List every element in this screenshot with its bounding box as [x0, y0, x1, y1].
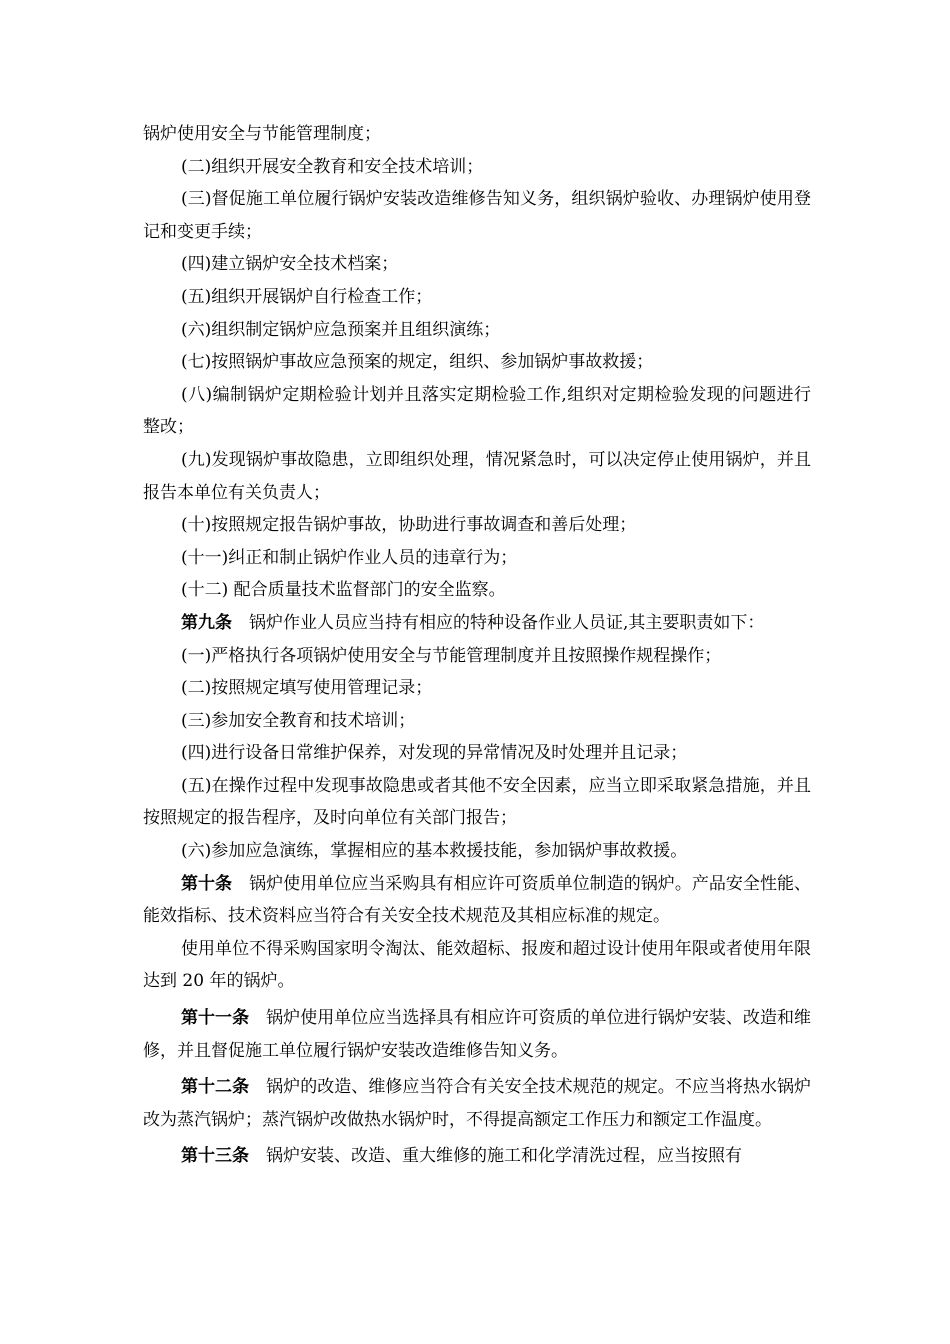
article-11-text: 锅炉使用单位应当选择具有相应许可资质的单位进行锅炉安装、改造和维修，并且督促施工单位履行锅炉安装改造维修告知义务。 — [143, 1008, 812, 1061]
list-item: (六)参加应急演练，掌握相应的基本救援技能，参加锅炉事故救援。 — [181, 841, 688, 862]
article-12-text: 锅炉的改造、维修应当符合有关安全技术规范的规定。不应当将热水锅炉改为蒸汽锅炉；蒸汽锅炉改做热水锅炉时，不得提高额定工作压力和额定工作温度。 — [143, 1077, 812, 1130]
article-12 — [143, 1071, 811, 1136]
article-10-title: 第十条 — [181, 873, 233, 894]
list-item: (十二) 配合质量技术监督部门的安全监察。 — [181, 580, 506, 601]
document-body — [143, 118, 811, 1173]
article-13 — [143, 1140, 811, 1173]
list-item: (五)组织开展锅炉自行检查工作； — [181, 286, 433, 307]
list-item: (七)按照锅炉事故应急预案的规定，组织、参加锅炉事故救援； — [181, 352, 654, 373]
article-10-paragraph-2: 使用单位不得采购国家明令淘汰、能效超标、报废和超过设计使用年限或者使用年限达到 20 年的锅炉。 — [143, 938, 811, 992]
article-9 — [143, 607, 811, 640]
list-item: (四)进行设备日常维护保养，对发现的异常情况及时处理并且记录； — [181, 743, 688, 764]
article-9-text: 锅炉作业人员应当持有相应的特种设备作业人员证,其主要职责如下： — [249, 612, 765, 633]
list-item: (六)组织制定锅炉应急预案并且组织演练； — [181, 319, 501, 340]
list-item: (十一)纠正和制止锅炉作业人员的违章行为； — [181, 547, 518, 568]
list-item: (三)参加安全教育和技术培训； — [181, 710, 416, 731]
list-item: (四)建立锅炉安全技术档案； — [181, 254, 399, 275]
article-13-text: 锅炉安装、改造、重大维修的施工和化学清洗过程，应当按照有 — [266, 1146, 742, 1167]
article-13-title: 第十三条 — [181, 1146, 249, 1167]
list-item: (八)编制锅炉定期检验计划并且落实定期检验工作,组织对定期检验发现的问题进行整改； — [143, 384, 811, 438]
article-11-title: 第十一条 — [181, 1008, 250, 1029]
list-item: (二)按照规定填写使用管理记录； — [181, 678, 433, 699]
list-item: (一)严格执行各项锅炉使用安全与节能管理制度并且按照操作规程操作； — [181, 645, 722, 666]
list-item: (九)发现锅炉事故隐患，立即组织处理，情况紧急时，可以决定停止使用锅炉，并且报告本单位有关负责人； — [143, 449, 811, 503]
list-item: (二)组织开展安全教育和安全技术培训； — [181, 156, 484, 177]
list-item: (五)在操作过程中发现事故隐患或者其他不安全因素，应当立即采取紧急措施，并且按照规定的报告程序，及时向单位有关部门报告； — [143, 775, 811, 829]
article-12-title: 第十二条 — [181, 1077, 250, 1098]
article-9-title: 第九条 — [181, 612, 232, 633]
list-item: (十)按照规定报告锅炉事故，协助进行事故调查和善后处理； — [181, 515, 637, 536]
article-11 — [143, 1002, 811, 1067]
text-line: 锅炉使用安全与节能管理制度； — [143, 124, 381, 144]
article-10 — [143, 868, 811, 933]
list-item: (三)督促施工单位履行锅炉安装改造维修告知义务，组织锅炉验收、办理锅炉使用登记和变更手续； — [143, 189, 811, 242]
article-10-text: 锅炉使用单位应当采购具有相应许可资质单位制造的锅炉。产品安全性能、能效指标、技术资料应当符合有关安全技术规范及其相应标准的规定。 — [143, 873, 812, 927]
